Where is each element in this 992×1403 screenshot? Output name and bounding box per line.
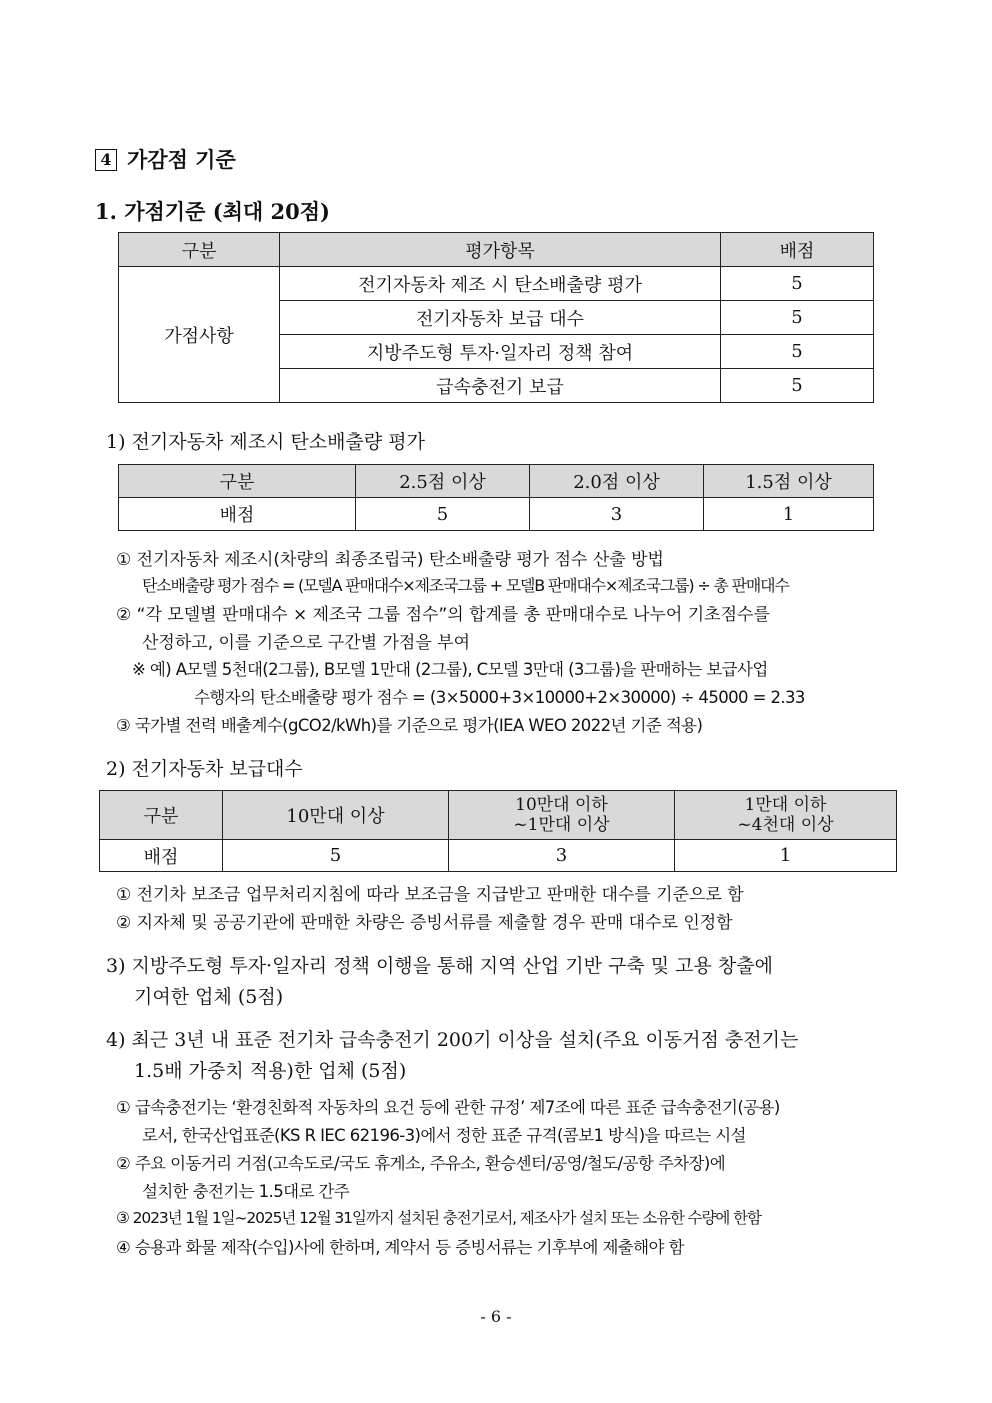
bonus-criteria-table: [118, 232, 874, 403]
table-cell: 5: [721, 369, 874, 403]
table-cell: 급속충전기 보급: [280, 369, 721, 403]
table-cell: 지방주도형 투자·일자리 정책 참여: [280, 335, 721, 369]
note-line: ④ 승용과 화물 제작(수입)사에 한하며, 계약서 등 증빙서류는 기후부에 제출해야 함: [116, 1238, 684, 1257]
formula-line: 탄소배출량 평가 점수 = (모델A 판매대수×제조국그룹 + 모델B 판매대수×제조국그룹) ÷ 총 판매대수: [142, 576, 789, 595]
note-line: ① 전기차 보조금 업무처리지침에 따라 보조금을 지급받고 판매한 대수를 기준으로 함: [116, 885, 744, 905]
section-title: 가감점 기준: [127, 147, 236, 172]
note-line: ② 지자체 및 공공기관에 판매한 차량은 증빙서류를 제출할 경우 판매 대수로 인정함: [116, 913, 733, 933]
table-header-cell: 구분: [119, 465, 356, 498]
table-cell: 5: [721, 335, 874, 369]
table-header-cell: 1.5점 이상: [704, 465, 874, 498]
item2-heading: 2) 전기자동차 보급대수: [106, 758, 303, 780]
section-heading: [95, 144, 236, 174]
header-line: 10만대 이하: [515, 795, 608, 815]
group-cell: 가점사항: [119, 267, 280, 403]
note-line: ③ 국가별 전력 배출계수(gCO2/kWh)를 기준으로 평가(IEA WEO 2022년 기준 적용): [116, 716, 703, 735]
header-line: ~1만대 이상: [513, 815, 610, 835]
table-cell: 배점: [119, 498, 356, 531]
table-cell: 5: [721, 267, 874, 301]
table-cell: 배점: [100, 840, 223, 872]
note-line: ③ 2023년 1월 1일~2025년 12월 31일까지 설치된 충전기로서, 제조사가 설치 또는 소유한 수량에 한함: [116, 1209, 761, 1227]
example-line: ※ 예) A모델 5천대(2그룹), B모델 1만대 (2그룹), C모델 3만대 (3그룹)을 판매하는 보급사업: [132, 660, 768, 679]
section-number-box: 4: [95, 149, 117, 171]
page-number: - 6 -: [480, 1307, 512, 1326]
table-cell: 5: [223, 840, 449, 872]
part1-heading: 1. 가점기준 (최대 20점): [95, 199, 330, 224]
table-cell: 전기자동차 보급 대수: [280, 301, 721, 335]
table-header-cell: 10만대 이상: [223, 791, 449, 840]
sales-volume-table: [99, 790, 897, 872]
table-cell: 3: [449, 840, 675, 872]
table-cell: 5: [721, 301, 874, 335]
table-header-row: [119, 465, 874, 498]
note-line: ① 급속충전기는 ‘환경친화적 자동차의 요건 등에 관한 규정’ 제7조에 따른 표준 급속충전기(공용): [116, 1098, 780, 1117]
table-header-cell: 구분: [119, 233, 280, 267]
table-cell: 1: [675, 840, 897, 872]
item4-line: 4) 최근 3년 내 표준 전기차 급속충전기 200기 이상을 설치(주요 이동거점 충전기는: [106, 1029, 799, 1051]
item3-line: 3) 지방주도형 투자·일자리 정책 이행을 통해 지역 산업 기반 구축 및 고용 창출에: [106, 955, 773, 977]
header-line: ~4천대 이상: [737, 815, 834, 835]
table-header-cell: 평가항목: [280, 233, 721, 267]
table-row: [119, 267, 874, 301]
table-header-cell: [675, 791, 897, 840]
table-cell: 전기자동차 제조 시 탄소배출량 평가: [280, 267, 721, 301]
table-row: [119, 498, 874, 531]
table-header-cell: 2.5점 이상: [356, 465, 530, 498]
table-cell: 5: [356, 498, 530, 531]
table-header-row: [100, 791, 897, 840]
note-line: ① 전기자동차 제조시(차량의 최종조립국) 탄소배출량 평가 점수 산출 방법: [116, 550, 664, 570]
note-line: 로서, 한국산업표준(KS R IEC 62196-3)에서 정한 표준 규격(콤보1 방식)을 따르는 시설: [142, 1126, 746, 1145]
header-line: 1만대 이하: [744, 795, 827, 815]
example-line: 수행자의 탄소배출량 평가 점수 = (3×5000+3×10000+2×30000) ÷ 45000 = 2.33: [194, 688, 805, 707]
table-header-cell: 배점: [721, 233, 874, 267]
table-cell: 3: [530, 498, 704, 531]
item1-heading: 1) 전기자동차 제조시 탄소배출량 평가: [106, 431, 425, 453]
note-line: ② 주요 이동거리 거점(고속도로/국도 휴게소, 주유소, 환승센터/공영/철도/공항 주차장)에: [116, 1154, 726, 1173]
note-line: 산정하고, 이를 기준으로 구간별 가점을 부여: [142, 633, 471, 653]
note-line: ② “각 모델별 판매대수 × 제조국 그룹 점수”의 합계를 총 판매대수로 나누어 기초점수를: [116, 605, 770, 625]
table-cell: 1: [704, 498, 874, 531]
table-header-cell: [449, 791, 675, 840]
table-header-cell: 구분: [100, 791, 223, 840]
item4-line: 1.5배 가중치 적용)한 업체 (5점): [134, 1060, 407, 1082]
note-line: 설치한 충전기는 1.5대로 간주: [142, 1182, 350, 1201]
item3-line: 기여한 업체 (5점): [134, 986, 284, 1008]
table-header-cell: 2.0점 이상: [530, 465, 704, 498]
carbon-score-table: [118, 464, 874, 531]
table-row: [100, 840, 897, 872]
table-header-row: [119, 233, 874, 267]
